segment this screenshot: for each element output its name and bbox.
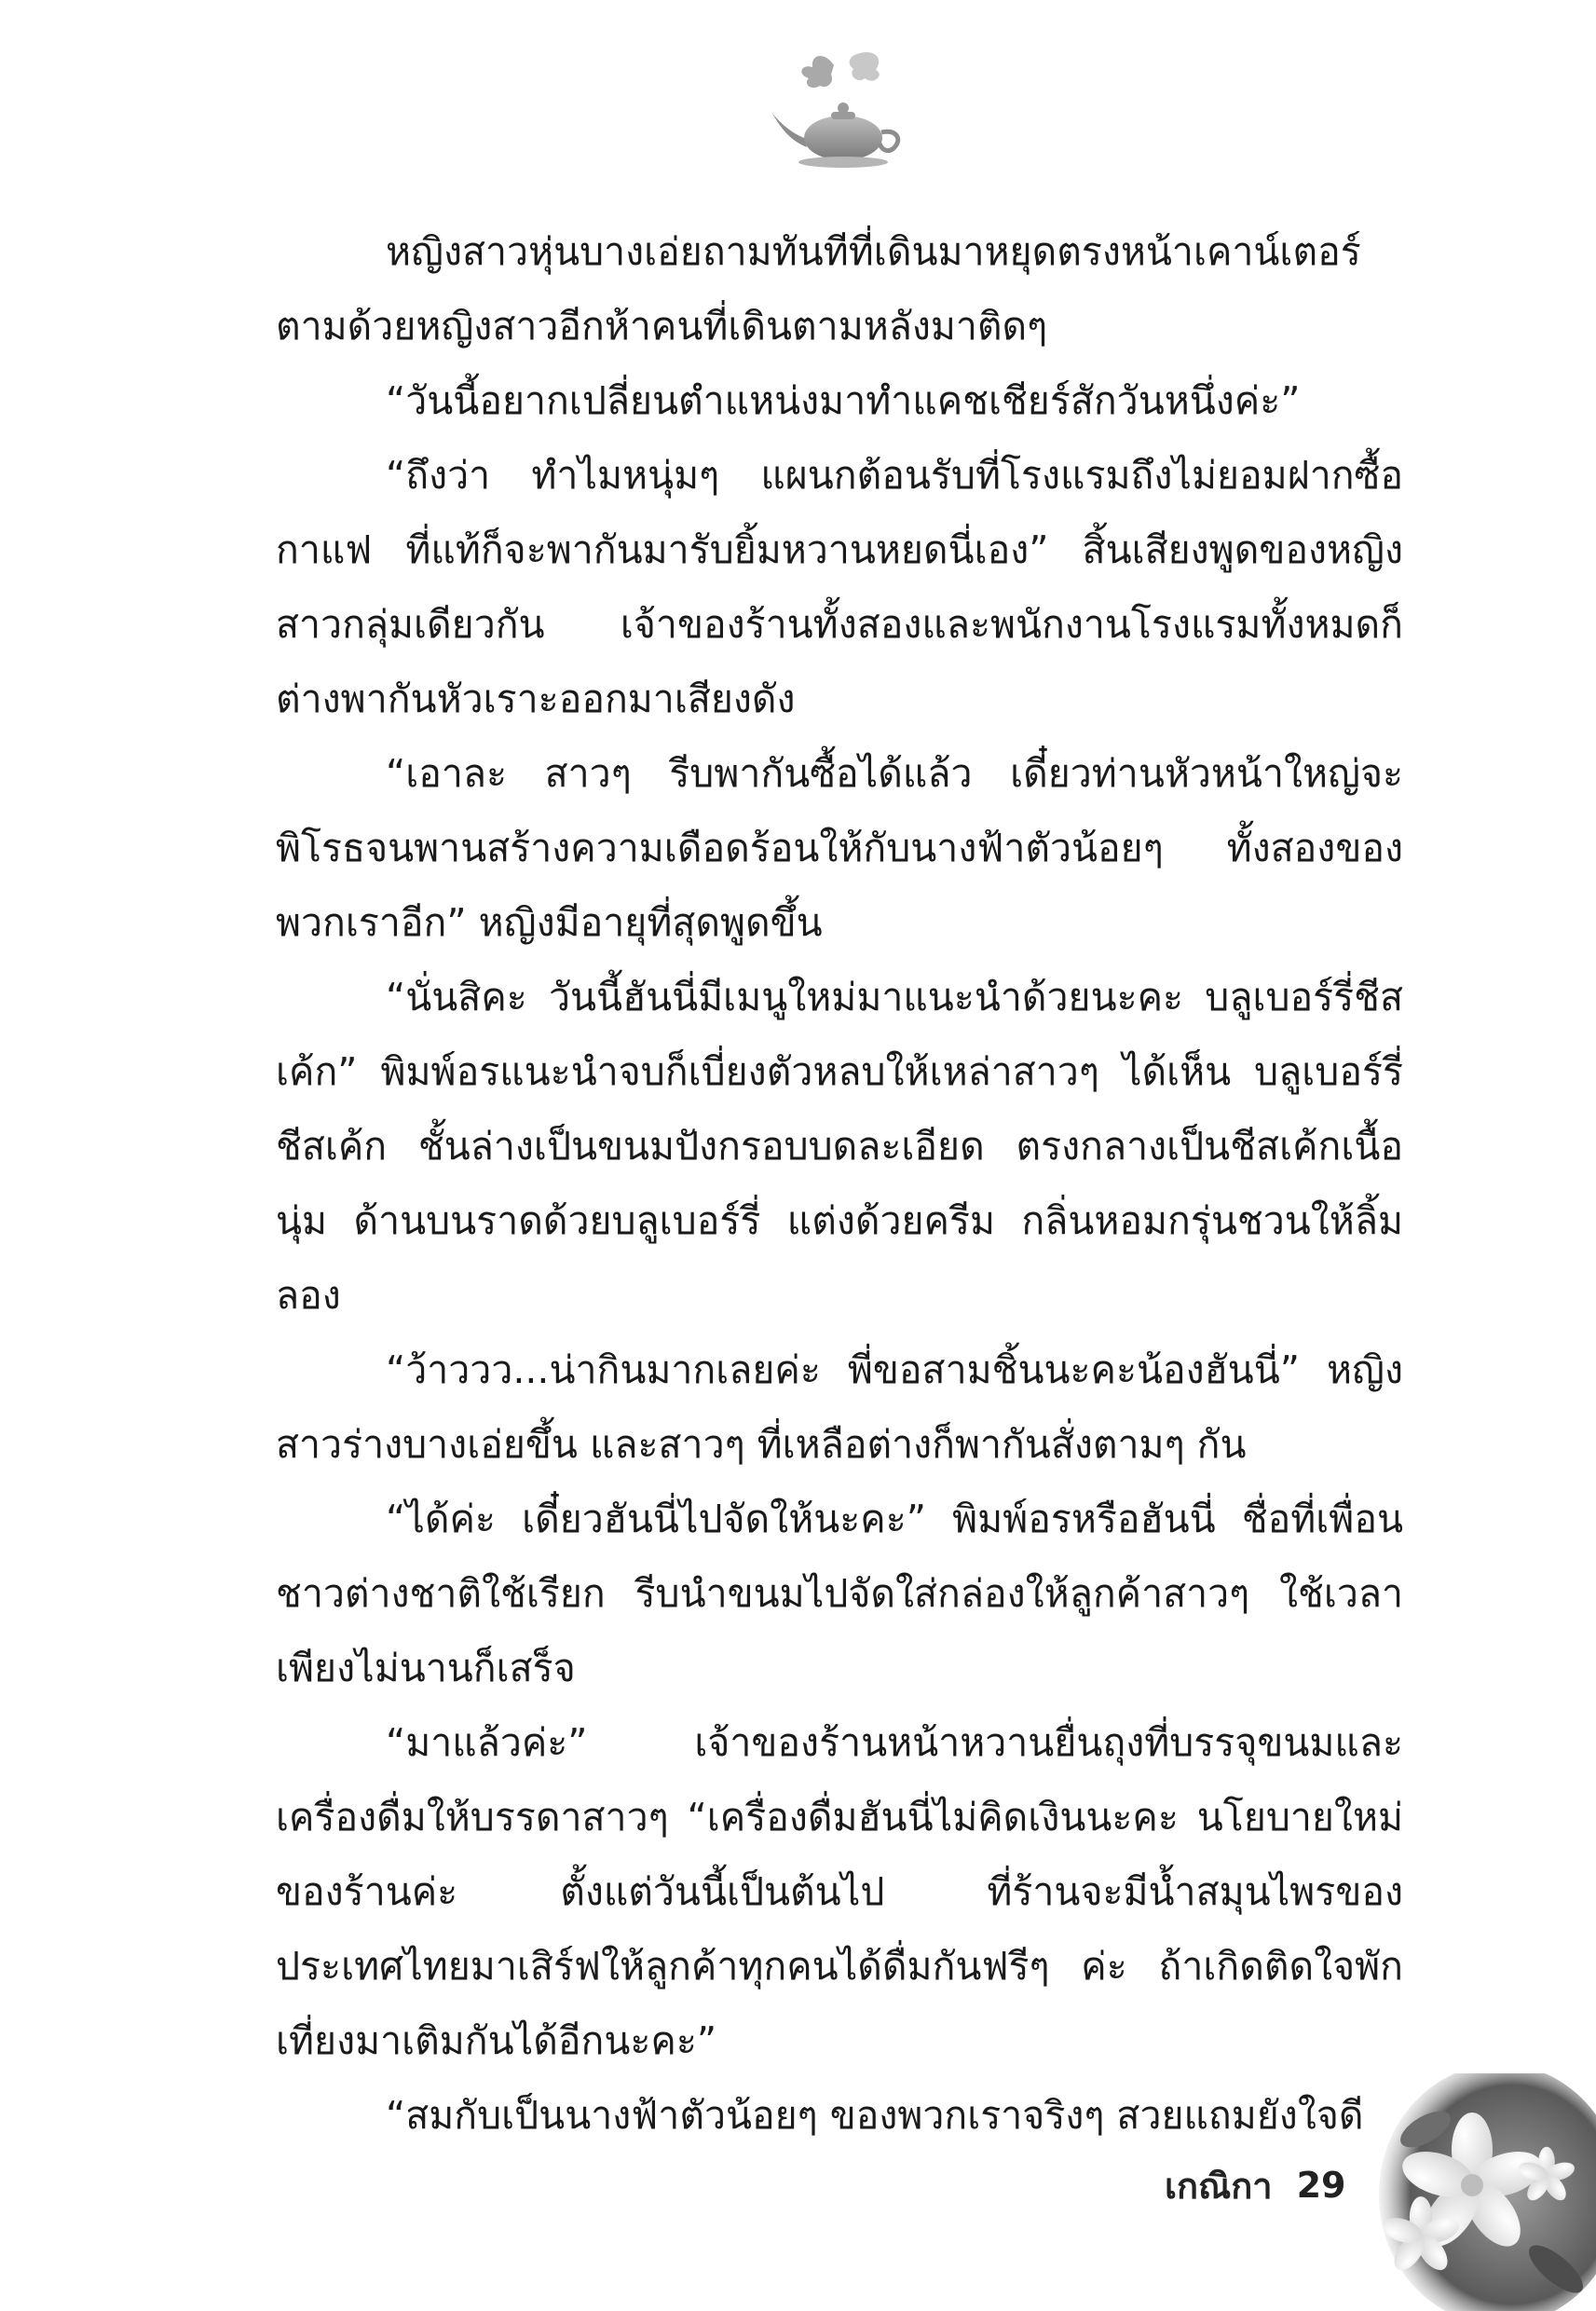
book-title: เกณิกา — [1165, 2165, 1273, 2207]
body-text — [276, 214, 1403, 2153]
paragraph: “ว้าววว...น่ากินมากเลยค่ะ พี่ขอสามชิ้นนะคะน้องฮันนี่” หญิงสาวร่างบางเอ่ยขึ้น และสาวๆ ที่เหลือต่างก็พากันสั่งตามๆ กัน — [276, 1347, 1403, 1467]
paragraph: “วันนี้อยากเปลี่ยนตำแหน่งมาทำแคชเชียร์สักวันหนึ่งค่ะ” — [386, 378, 1301, 423]
angel-teapot-icon — [745, 47, 913, 177]
paragraph: “มาแล้วค่ะ” เจ้าของร้านหน้าหวานยื่นถุงที่บรรจุขนมและเครื่องดื่มให้บรรดาสาวๆ “เครื่องดื่มฮันนี่ไม่คิดเงินนะคะ นโยบายใหม่ของร้านค่ะ ตั้งแต่วันนี้เป็นต้นไป ที่ร้านจะมีน้ำสมุนไพรของประเทศไทยมาเสิร์ฟให้ลูกค้าทุกคนได้ดื่มกันฟรีๆ ค่ะ ถ้าเกิดติดใจพักเที่ยงมาเติมกันได้อีกนะคะ” — [276, 1720, 1403, 2063]
page-number: 29 — [1296, 2165, 1346, 2206]
paragraph: “สมกับเป็นนางฟ้าตัวน้อยๆ ของพวกเราจริงๆ สวยแถมยังใจดี — [386, 2093, 1364, 2138]
paragraph: “ได้ค่ะ เดี๋ยวฮันนี่ไปจัดให้นะคะ” พิมพ์อรหรือฮันนี่ ชื่อที่เพื่อนชาวต่างชาติใช้เรียก รีบนำขนมไปจัดใส่กล่องให้ลูกค้าสาวๆ ใช้เวลาเพียงไม่นานก็เสร็จ — [276, 1497, 1403, 1690]
frangipani-flower-icon — [1370, 2073, 1596, 2311]
paragraph: “นั่นสิคะ วันนี้ฮันนี่มีเมนูใหม่มาแนะนำด้วยนะคะ บลูเบอร์รี่ชีสเค้ก” พิมพ์อรแนะนำจบก็เบี่ยงตัวหลบให้เหล่าสาวๆ ได้เห็น บลูเบอร์รี่ชีสเค้ก ชั้นล่างเป็นขนมปังกรอบบดละเอียด ตรงกลางเป็นชีสเค้กเนื้อนุ่ม ด้านบนราดด้วยบลูเบอร์รี่ แต่งด้วยครีม กลิ่นหอมกรุ่นชวนให้ลิ้มลอง — [276, 975, 1403, 1318]
page-footer — [1165, 2157, 1346, 2213]
paragraph: “เอาละ สาวๆ รีบพากันซื้อได้แล้ว เดี๋ยวท่านหัวหน้าใหญ่จะพิโรธจนพานสร้างความเดือดร้อนให้กับนางฟ้าตัวน้อยๆ ทั้งสองของพวกเราอีก” หญิงมีอายุที่สุดพูดขึ้น — [276, 751, 1403, 945]
paragraph: หญิงสาวหุ่นบางเอ่ยถามทันทีที่เดินมาหยุดตรงหน้าเคาน์เตอร์ ตามด้วยหญิงสาวอีกห้าคนที่เดินตามหลังมาติดๆ — [276, 229, 1361, 349]
paragraph: “ถึงว่า ทำไมหนุ่มๆ แผนกต้อนรับที่โรงแรมถึงไม่ยอมฝากซื้อกาแฟ ที่แท้ก็จะพากันมารับยิ้มหวานหยดนี่เอง” สิ้นเสียงพูดของหญิงสาวกลุ่มเดียวกัน เจ้าของร้านทั้งสองและพนักงานโรงแรมทั้งหมดก็ต่างพากันหัวเราะออกมาเสียงดัง — [276, 453, 1403, 721]
